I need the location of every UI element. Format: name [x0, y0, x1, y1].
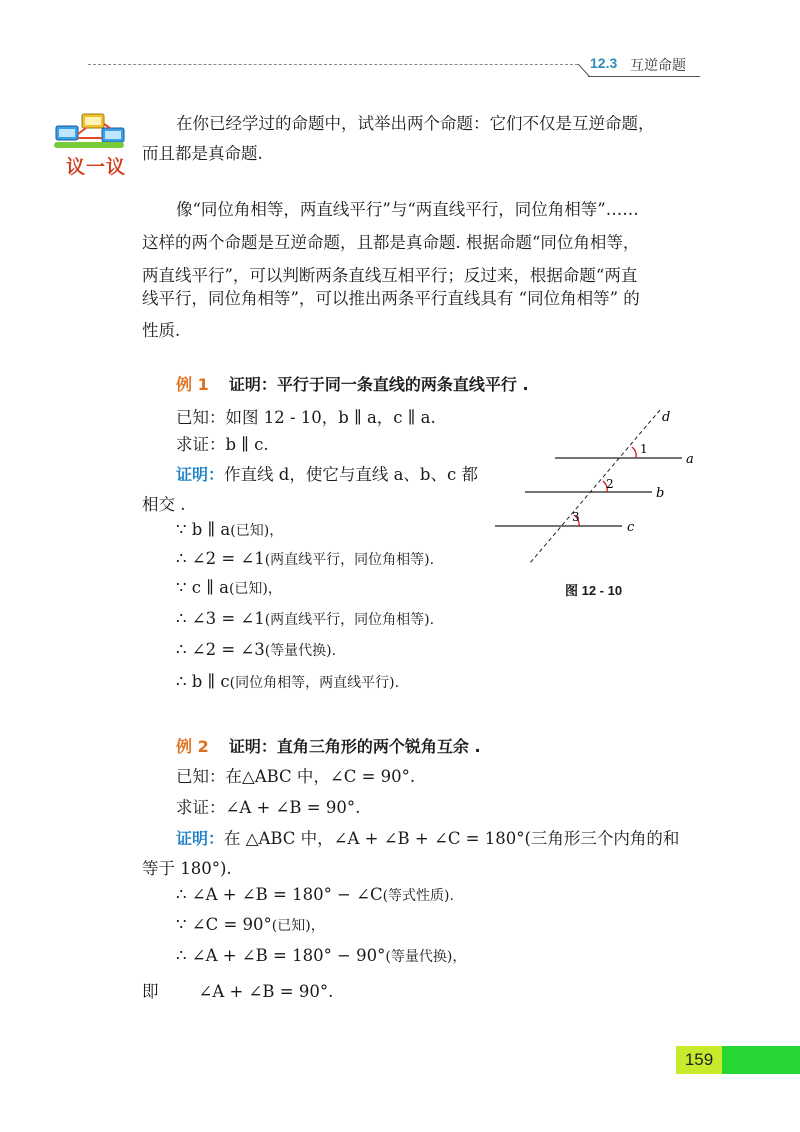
example2-title: 证明：直角三角形的两个锐角互余 .: [228, 737, 481, 756]
example1-step: ∵ b ∥ a(已知)，: [176, 520, 284, 539]
example1-step: ∴ ∠3 = ∠1(两直线平行，同位角相等).: [176, 609, 435, 628]
example2-final-prefix: 即: [142, 982, 159, 1001]
label-a: a: [686, 452, 694, 467]
example1-heading: [176, 372, 529, 395]
section-title: 互逆命题: [630, 57, 686, 73]
example1-prove: 求证：b ∥ c.: [176, 435, 269, 454]
label-c: c: [627, 520, 635, 535]
example2-step: ∴ ∠A + ∠B = 180° − 90°(等量代换)，: [176, 946, 467, 965]
example1-label: 例 1: [176, 375, 209, 394]
intro-line: 线平行，同位角相等”，可以推出两条平行直线具有 “同位角相等” 的: [142, 289, 640, 308]
example1-proof-label: 证明：: [176, 465, 225, 484]
example1-proof-text: 作直线 d，使它与直线 a、b、c 都: [224, 465, 478, 484]
label-b: b: [656, 486, 665, 501]
figure-12-10: [490, 405, 710, 580]
intro-line: 两直线平行”，可以判断两条直线互相平行；反过来，根据命题“两直: [142, 266, 638, 285]
section-number: 12.3: [590, 55, 618, 71]
discuss-text-line1: 在你已经学过的命题中，试举出两个命题：它们不仅是互逆命题，: [176, 114, 655, 133]
example2-label: 例 2: [176, 737, 209, 756]
example1-step: ∴ ∠2 = ∠3(等量代换).: [176, 640, 337, 659]
intro-line: 性质.: [142, 321, 181, 340]
line-d: [530, 410, 660, 563]
figure-caption: 图 12 - 10: [565, 583, 623, 598]
example2-proof-line2: 等于 180°).: [142, 859, 232, 878]
example1-proof-line1: [176, 461, 478, 485]
example2-given: 已知：在△ABC 中，∠C = 90°.: [176, 767, 416, 786]
example2-step: ∵ ∠C = 90°(已知)，: [176, 915, 325, 934]
angle-1-arc: [632, 447, 636, 458]
example2-step: ∴ ∠A + ∠B = 180° − ∠C(等式性质).: [176, 885, 454, 904]
example2-final: [142, 978, 333, 1002]
example2-proof-label: 证明：: [176, 829, 225, 848]
example2-proof-line1: [176, 825, 679, 849]
example1-step: ∵ c ∥ a(已知)，: [176, 578, 282, 597]
example2-proof-text: 在 △ABC 中，∠A + ∠B + ∠C = 180°(三角形三个内角的和: [224, 829, 680, 848]
page-color-bar: [722, 1046, 800, 1074]
label-angle-2: 2: [606, 477, 614, 491]
example1-step: ∴ b ∥ c(同位角相等，两直线平行).: [176, 672, 400, 691]
page-number: 159: [684, 1050, 714, 1069]
label-angle-1: 1: [640, 442, 648, 456]
example1-proof-line2: 相交 .: [142, 495, 186, 514]
example2-heading: [176, 734, 481, 757]
example1-given: 已知：如图 12 - 10，b ∥ a，c ∥ a.: [176, 408, 436, 427]
example1-title: 证明：平行于同一条直线的两条直线平行 .: [228, 375, 529, 394]
discuss-text-line2: 而且都是真命题.: [142, 144, 263, 163]
discuss-label: 议一议: [66, 156, 127, 178]
example1-step: ∴ ∠2 = ∠1(两直线平行，同位角相等).: [176, 549, 435, 568]
header-dashed-rule: [88, 64, 578, 65]
intro-line: 像“同位角相等，两直线平行”与“两直线平行，同位角相等”……: [176, 200, 639, 219]
header-underline: [588, 76, 700, 77]
example2-prove: 求证：∠A + ∠B = 90°.: [176, 798, 361, 817]
intro-line: 这样的两个命题是互逆命题，且都是真命题. 根据命题“同位角相等，: [142, 233, 640, 252]
computer-network-icon: [52, 108, 128, 154]
label-angle-3: 3: [572, 510, 580, 524]
label-d: d: [662, 410, 671, 425]
example2-final-math: ∠A + ∠B = 90°.: [198, 982, 334, 1001]
